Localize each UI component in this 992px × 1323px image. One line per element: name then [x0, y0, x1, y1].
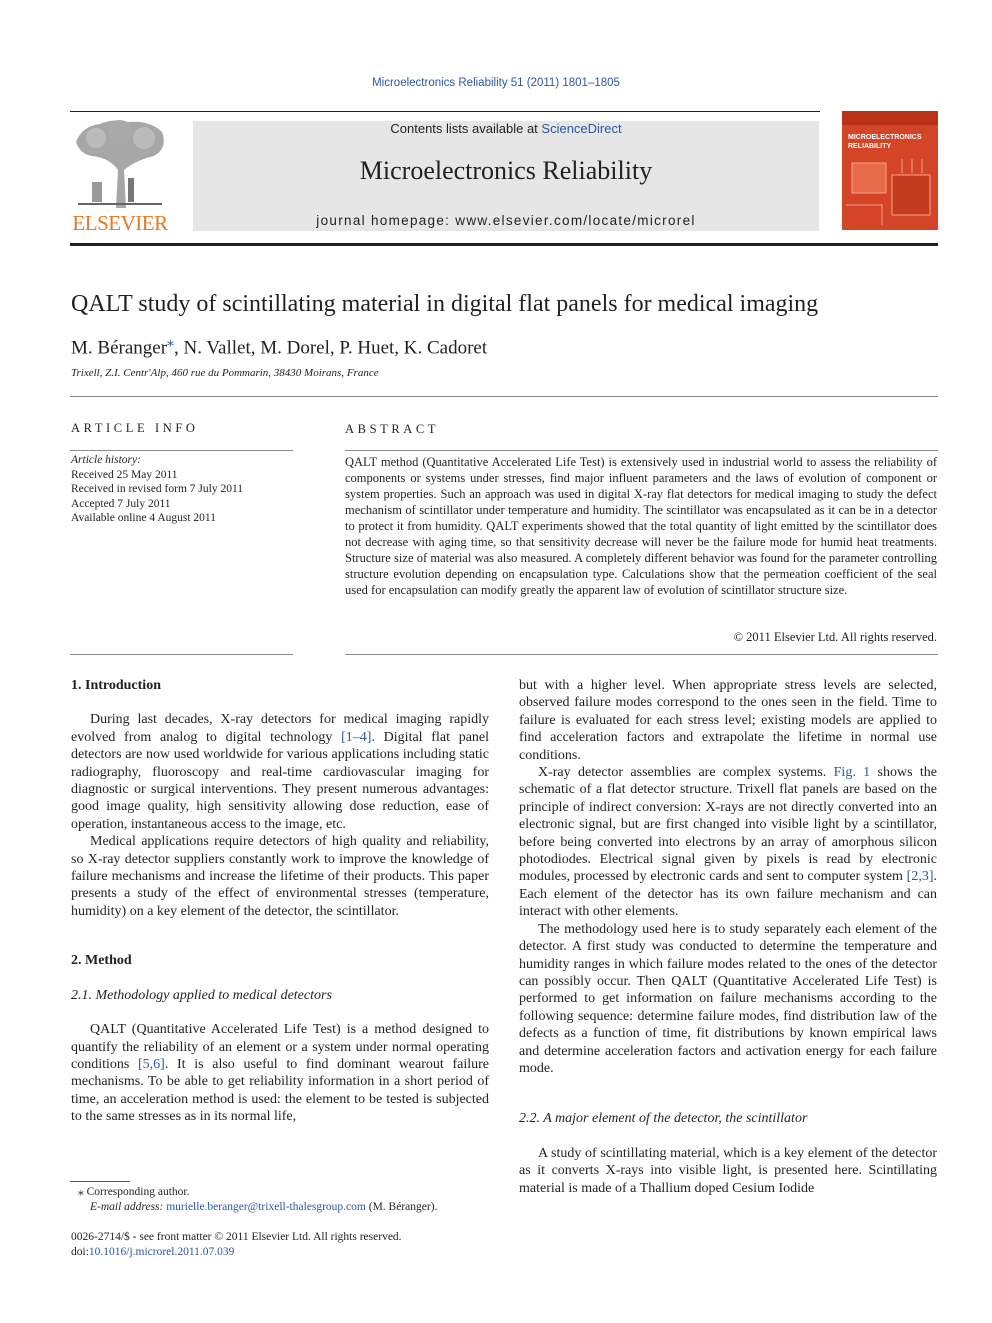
- other-authors: , N. Vallet, M. Dorel, P. Huet, K. Cadoret: [174, 337, 488, 359]
- intro-paragraph-1: [71, 711, 489, 833]
- corresponding-label: Corresponding author.: [86, 1186, 190, 1198]
- ref-link-1-4[interactable]: [1–4]: [341, 729, 372, 745]
- figure-link-1[interactable]: Fig. 1: [833, 765, 871, 781]
- footnote-rule: [70, 1181, 130, 1182]
- affiliation: Trixell, Z.I. Centr'Alp, 460 rue du Pommarin, 38430 Moirans, France: [71, 367, 379, 379]
- method-p1-text-a: QALT (Quantitative Accelerated Life Test) is a method designed to quantify the reliability of an element or a system under normal operating conditions: [71, 1022, 489, 1072]
- method-p1-text-b: . It is also useful to find dominant wearout failure mechanisms. To be able to get reliability information in a short period of time, an acceleration method is used: the element to be tested is subjected to the same stresses as in its normal life,: [71, 1056, 489, 1125]
- journal-homepage[interactable]: journal homepage: www.elsevier.com/locate/microrel: [316, 213, 696, 228]
- accepted-date: Accepted 7 July 2011: [71, 497, 171, 510]
- journal-cover-image: [842, 111, 938, 230]
- title-rule: [70, 396, 938, 397]
- right-p2-text-b: shows the schematic of a flat detector structure. Trixell flat panels are based on the principle of indirect conversion: X-rays are not directly converted into an electronic signal, but are first changed into visible light by a scintillator, before being converted into electrons by an array of amorphous silicon photodiodes. Electrical signal given by pixels is read by electronic modules, processed by electronic cards and sent to computer system: [519, 765, 937, 885]
- ref-link-5-6[interactable]: [5,6]: [138, 1056, 165, 1072]
- header-rule: [70, 111, 820, 112]
- abstract-rule: [345, 450, 938, 451]
- article-info-rule: [70, 450, 293, 451]
- right-paragraph-2: [519, 764, 937, 921]
- email-note: [78, 1200, 498, 1215]
- intro-p1-text-a: During last decades, X-ray detectors for medical imaging rapidly evolved from analog to digital technology: [71, 712, 489, 745]
- ref-link-2-3[interactable]: [2,3]: [906, 869, 934, 885]
- corresponding-author-name: M. Béranger: [71, 337, 168, 359]
- email-link[interactable]: murielle.beranger@trixell-thalesgroup.com: [166, 1201, 366, 1213]
- right-paragraph-1: but with a higher level. When appropriate stress levels are selected, observed failure modes correspond to the ones seen in the field. Time to failure is evaluated for each stress level; existing models are applied to find acceleration factors and extrapolate the lifetime in normal use conditions.: [519, 678, 937, 763]
- corresponding-author-mark[interactable]: ⁎: [167, 335, 175, 350]
- intro-paragraph-2: Medical applications require detectors of high quality and reliability, so X-ray detector suppliers constantly work to improve the knowledge of failure mechanisms and increase the lifetime of their products. This paper presents a study of the effect of environmental stresses (temperature, humidity) on a key element of the detector, the scintillator.: [71, 834, 489, 919]
- issn-line: 0026-2714/$ - see front matter © 2011 Elsevier Ltd. All rights reserved.: [71, 1231, 402, 1243]
- contents-line: [193, 121, 819, 136]
- right-paragraph-4: A study of scintillating material, which is a key element of the detector as it converts X-rays into visible light, is presented here. Scintillating material is made of a Thallium doped Cesium Iodide: [519, 1145, 937, 1196]
- corresponding-note: [78, 1185, 498, 1200]
- copyright: © 2011 Elsevier Ltd. All rights reserved.: [733, 630, 937, 644]
- subsection-heading-2-2: 2.2. A major element of the detector, the scintillator: [519, 1111, 808, 1127]
- author-list: [71, 334, 487, 359]
- received-date: Received 25 May 2011: [71, 468, 178, 481]
- section-heading-introduction: 1. Introduction: [71, 678, 161, 693]
- publication-info: [71, 1230, 571, 1260]
- right-column: [519, 677, 937, 1197]
- cover-line-1: MICROELECTRONICS: [848, 134, 922, 141]
- right-p2-text-c: . Each element of the detector has its own failure mechanism and can interact with other elements.: [519, 869, 937, 920]
- elsevier-tree-logo: [70, 118, 170, 210]
- email-suffix: (M. Béranger).: [365, 1201, 438, 1213]
- doi-label: doi:: [71, 1246, 89, 1258]
- abstract-bottom-rule: [345, 654, 938, 655]
- history-label: Article history:: [71, 454, 141, 466]
- right-paragraph-3: The methodology used here is to study separately each element of the detector. A first study was conducted to determine the temperature and humidity ranges in which failure modes related to the ones of the detector can possibly occur. Then QALT (Quantitative Accelerated Life Test) is performed to get information on failure mechanisms according to the following sequence: determine failure modes, find distribution law of the defects as a function of time, fit distributions by known empirical laws and determine acceleration factors and activation energy for each failure mode.: [519, 921, 937, 1076]
- cover-line-2: RELIABILITY: [848, 143, 892, 150]
- masthead-rule: [70, 243, 938, 246]
- journal-citation[interactable]: Microelectronics Reliability 51 (2011) 1801–1805: [372, 77, 620, 89]
- subsection-heading-2-1: 2.1. Methodology applied to medical detectors: [71, 987, 332, 1003]
- article-info-bottom-rule: [70, 654, 293, 655]
- contents-prefix: Contents lists available at: [390, 121, 542, 136]
- article-info-heading: ARTICLE INFO: [71, 421, 199, 435]
- doi-line: [71, 1245, 571, 1260]
- article-history: [71, 453, 293, 526]
- abstract-heading: ABSTRACT: [345, 422, 440, 436]
- right-p2-text-a: X-ray detector assemblies are complex systems.: [538, 765, 834, 781]
- doi-link[interactable]: 10.1016/j.microrel.2011.07.039: [88, 1246, 235, 1258]
- revised-date: Received in revised form 7 July 2011: [71, 483, 244, 495]
- section-heading-method: 2. Method: [71, 953, 132, 969]
- method-paragraph-1: [71, 1021, 489, 1125]
- footnote-mark: ⁎: [78, 1186, 84, 1198]
- publisher-name: ELSEVIER: [72, 211, 168, 235]
- left-column: [71, 677, 489, 1126]
- sciencedirect-link[interactable]: ScienceDirect: [541, 121, 622, 136]
- journal-title: Microelectronics Reliability: [359, 156, 653, 185]
- abstract-text: QALT method (Quantitative Accelerated Life Test) is extensively used in industrial world to assess the reliability of components or systems under stresses, find major influent parameters and the laws of evolution of component or system properties. Such an approach was used in digital X-ray flat detectors for medical imaging to study the defect mechanism of scintillator under temperature and humidity. The scintillator was encapsulated as it can be in a detector to protect it from humidity. QALT experiments showed that the total quantity of light emitted by the scintillator does not decrease with aging time, so that sensitivity decrease will never be the failure mode for humid heat treatments. Structure size of material was also measured. A completely different behavior was found for the parameter controlling structure evolution depending on encapsulation type. Calculations show that the permeation coefficient of the seal used for encapsulation can modify greatly the apparent law of evolution of scintillator structure size.: [345, 455, 937, 597]
- email-label: E-mail address:: [90, 1201, 167, 1213]
- article-title: QALT study of scintillating material in digital flat panels for medical imaging: [71, 291, 819, 317]
- intro-p1-text-b: . Digital flat panel detectors are now used worldwide for various applications including static radiography, fluoroscopy and real-time cardiovascular imaging for diagnostic or surgical interventions. They present numerous advantages: good image quality, high sensitivity allowing dose reduction, ease of operation, instantaneous access to the image, etc.: [71, 729, 490, 832]
- footnote: [78, 1185, 498, 1215]
- online-date: Available online 4 August 2011: [71, 512, 217, 524]
